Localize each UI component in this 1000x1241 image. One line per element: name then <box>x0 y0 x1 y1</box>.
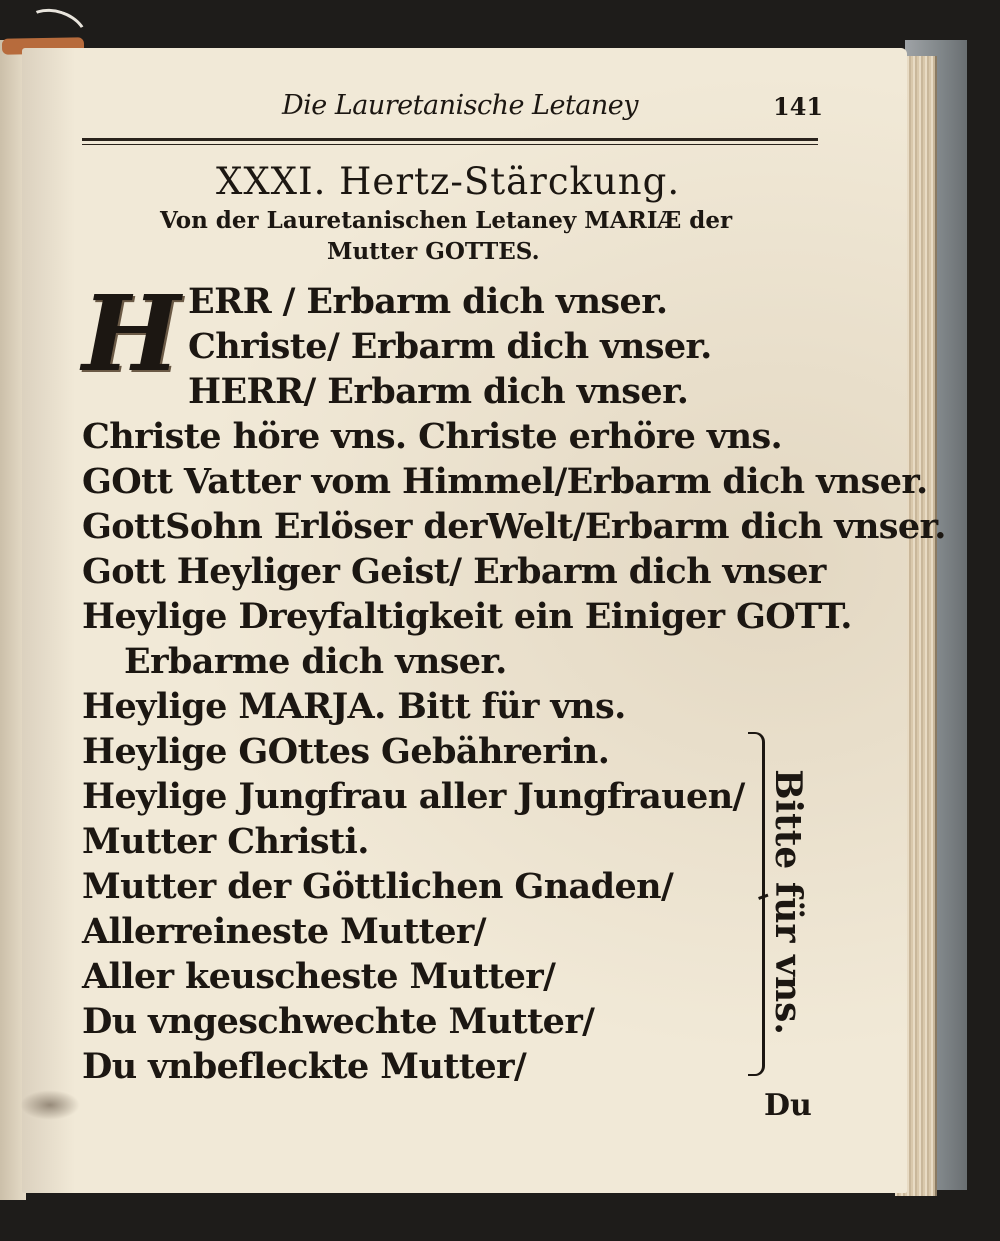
litany-line: Gott Heyliger Geist/ Erbarm dich vnser <box>82 551 826 592</box>
section-title: XXXI. Hertz-Stärckung. <box>216 160 681 203</box>
litany-line: Du vnbefleckte Mutter/ <box>82 1046 527 1087</box>
catchword: Du <box>764 1088 812 1123</box>
running-head: Die Lauretanische Letaney <box>282 90 639 121</box>
bracket-response: Bitte für vns. <box>767 769 809 1035</box>
page-number: 141 <box>773 92 824 121</box>
litany-line: Christe/ Erbarm dich vnser. <box>188 326 712 367</box>
litany-line: Erbarme dich vnser. <box>124 641 507 682</box>
litany-line: Heylige MARJA. Bitt für vns. <box>82 686 626 727</box>
litany-line: Mutter Christi. <box>82 821 369 862</box>
ink-stain <box>20 1090 80 1120</box>
litany-line: ERR / Erbarm dich vnser. <box>188 281 668 322</box>
header-rule <box>82 138 818 141</box>
litany-line: GOtt Vatter vom Himmel/Erbarm dich vnser. <box>82 461 928 502</box>
litany-line: GottSohn Erlöser derWelt/Erbarm dich vnser. <box>82 506 946 547</box>
litany-line: Allerreineste Mutter/ <box>82 911 486 952</box>
drop-cap-initial: H <box>82 272 181 395</box>
litany-line: Heylige Jungfrau aller Jungfrauen/ <box>82 776 745 817</box>
litany-line: Heylige GOttes Gebährerin. <box>82 731 610 772</box>
litany-line: Mutter der Göttlichen Gnaden/ <box>82 866 674 907</box>
header-rule-thin <box>82 144 818 145</box>
litany-line: HERR/ Erbarm dich vnser. <box>188 371 689 412</box>
subtitle-line-1: Von der Lauretanischen Letaney MARIÆ der <box>160 207 733 234</box>
litany-line: Aller keuscheste Mutter/ <box>82 956 556 997</box>
litany-line: Heylige Dreyfaltigkeit ein Einiger GOTT. <box>82 596 852 637</box>
litany-line: Du vngeschwechte Mutter/ <box>82 1001 595 1042</box>
subtitle-line-2: Mutter GOTTES. <box>327 238 540 265</box>
litany-line: Christe höre vns. Christe erhöre vns. <box>82 416 783 457</box>
